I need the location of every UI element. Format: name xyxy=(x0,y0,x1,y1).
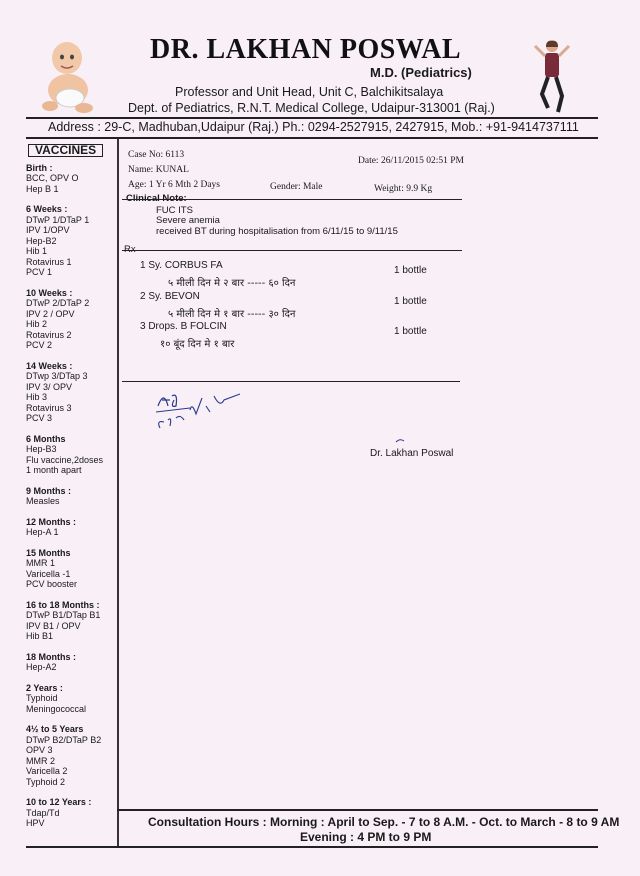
clinical-note-line-2: Severe anemia xyxy=(156,215,220,226)
vaccine-group xyxy=(26,652,116,673)
vaccine-item: Hep-A2 xyxy=(26,662,57,672)
doctor-degree: M.D. (Pediatrics) xyxy=(370,65,472,80)
vaccine-item: Varicella 2 xyxy=(26,766,68,776)
patient-weight: Weight: 9.9 Kg xyxy=(374,184,433,194)
vaccine-item: Rotavirus 1 xyxy=(26,256,72,267)
doctor-signature: Dr. Lakhan Poswal xyxy=(370,448,454,459)
vaccine-group xyxy=(26,163,116,195)
header-divider-bottom xyxy=(26,137,598,139)
vaccine-item: BCC, OPV O xyxy=(26,173,79,183)
rx-item-2-dose: ५ मीली दिन मे १ बार ----- ३० दिन xyxy=(168,309,296,320)
address-line: Address : 29-C, Madhuban,Udaipur (Raj.) Ph.: 0294-2527915, 2427915, Mob.: +91-9414737111 xyxy=(48,120,579,134)
rx-item-3-qty: 1 bottle xyxy=(394,326,427,337)
rx-end-divider xyxy=(122,381,460,382)
vaccine-item: 1 month apart xyxy=(26,465,82,475)
vaccine-item: Hib 3 xyxy=(26,392,48,402)
clinical-note-line-1: FUC ITS xyxy=(156,205,193,216)
vaccine-item: Rotavirus 3 xyxy=(26,402,72,413)
vaccine-group xyxy=(26,517,116,538)
vaccine-group xyxy=(26,486,116,507)
doctor-name: DR. LAKHAN POSWAL xyxy=(150,34,462,65)
vaccine-item: Hib 2 xyxy=(26,319,48,329)
vaccine-item: DTwP B2/DTaP B2 xyxy=(26,734,102,745)
baby-illustration xyxy=(40,40,96,116)
vaccine-group-heading: 9 Months : xyxy=(26,485,71,496)
vaccine-group xyxy=(26,600,116,642)
vaccine-item: Typhoid xyxy=(26,693,58,703)
vaccine-item: Varicella -1 xyxy=(26,568,71,579)
handwritten-annotation xyxy=(150,384,250,434)
vaccine-group-heading: 14 Weeks : xyxy=(26,360,73,371)
vaccine-group-heading: 6 Months xyxy=(26,433,66,444)
signature-mark xyxy=(394,436,410,446)
clinical-note-line-3: received BT during hospitalisation from 6/11/15 to 9/11/15 xyxy=(156,226,398,237)
vaccine-item: DTwp 3/DTap 3 xyxy=(26,371,88,381)
rx-item-1-dose: ५ मीली दिन मे २ बार ----- ६० दिन xyxy=(168,278,296,289)
vaccine-group-heading: 6 Weeks : xyxy=(26,204,68,214)
vaccine-item: Tdap/Td xyxy=(26,807,60,818)
vaccine-item: DTwP 2/DTaP 2 xyxy=(26,298,90,308)
vaccine-group-heading: Birth : xyxy=(26,162,53,173)
rx-item-3-dose: १० बूंद दिन मे १ बार xyxy=(160,339,235,350)
vaccine-group xyxy=(26,797,116,829)
vaccine-item: Meningococcal xyxy=(26,703,87,714)
vaccine-item: PCV 1 xyxy=(26,267,53,277)
vaccine-item: IPV B1 / OPV xyxy=(26,620,81,631)
patient-name: Name: KUNAL xyxy=(128,165,189,175)
consultation-hours: Consultation Hours : Morning : April to Sep. - 7 to 8 A.M. - Oct. to March - 8 to 9 AM xyxy=(148,815,620,829)
vaccine-item: Hep-B3 xyxy=(26,444,57,454)
sidebar-divider xyxy=(117,139,119,847)
vaccine-group-heading: 16 to 18 Months : xyxy=(26,599,100,610)
vaccine-item: DTwP 1/DTaP 1 xyxy=(26,214,90,225)
vaccine-group-heading: 10 to 12 Years : xyxy=(26,797,92,807)
vaccine-group-heading: 10 Weeks : xyxy=(26,287,73,298)
case-number: Case No: 6113 xyxy=(128,150,185,160)
rx-item-1-name: 1 Sy. CORBUS FA xyxy=(140,260,223,271)
vaccine-item: HPV xyxy=(26,818,45,828)
vaccine-item: OPV 3 xyxy=(26,745,53,755)
rx-item-3-name: 3 Drops. B FOLCIN xyxy=(140,321,227,332)
vaccine-group xyxy=(26,724,116,787)
vaccine-group-heading: 12 Months : xyxy=(26,516,77,527)
vaccine-item: DTwP B1/DTap B1 xyxy=(26,610,101,620)
rx-item-2-qty: 1 bottle xyxy=(394,296,427,307)
evening-hours: Evening : 4 PM to 9 PM xyxy=(300,830,432,844)
vaccine-item: IPV 3/ OPV xyxy=(26,381,73,392)
vaccine-group xyxy=(26,204,116,278)
jumping-child-illustration xyxy=(532,38,572,116)
header-divider-top xyxy=(26,117,598,119)
rx-divider xyxy=(122,250,462,251)
vaccine-group xyxy=(26,288,116,351)
vaccine-group-heading: 2 Years : xyxy=(26,682,63,693)
vaccine-item: Hep-A 1 xyxy=(26,527,59,537)
vaccine-item: PCV 3 xyxy=(26,413,53,423)
clinical-divider xyxy=(122,199,462,200)
vaccine-group xyxy=(26,434,116,476)
vaccine-item: Flu vaccine,2doses xyxy=(26,454,104,465)
footer-divider-top xyxy=(117,809,598,811)
visit-date: Date: 26/11/2015 02:51 PM xyxy=(358,156,464,166)
footer-divider-bottom xyxy=(26,846,598,848)
doctor-title: Professor and Unit Head, Unit C, Balchikitsalaya xyxy=(175,85,444,99)
vaccine-item: Hib 1 xyxy=(26,246,48,256)
vaccine-schedule xyxy=(26,144,116,839)
vaccine-item: Hib B1 xyxy=(26,631,54,641)
patient-gender: Gender: Male xyxy=(270,182,323,192)
vaccine-item: Typhoid 2 xyxy=(26,776,66,787)
vaccine-item: IPV 1/OPV xyxy=(26,225,70,235)
vaccine-group-heading: 15 Months xyxy=(26,547,71,558)
vaccine-item: MMR 2 xyxy=(26,755,55,766)
vaccine-item: PCV 2 xyxy=(26,340,53,350)
vaccine-item: PCV booster xyxy=(26,579,78,589)
vaccine-group-heading: 18 Months : xyxy=(26,651,77,662)
vaccine-group xyxy=(26,683,116,715)
vaccine-item: Measles xyxy=(26,496,60,506)
vaccine-groups xyxy=(26,163,116,829)
rx-item-1-qty: 1 bottle xyxy=(394,265,427,276)
vaccine-item: IPV 2 / OPV xyxy=(26,308,75,319)
vaccine-group-heading: 4½ to 5 Years xyxy=(26,724,84,734)
vaccine-item: Hep-B2 xyxy=(26,235,57,246)
vaccine-group xyxy=(26,548,116,590)
vaccine-item: Hep B 1 xyxy=(26,183,59,194)
patient-age: Age: 1 Yr 6 Mth 2 Days xyxy=(128,180,220,190)
vaccine-item: MMR 1 xyxy=(26,558,55,568)
rx-item-2-name: 2 Sy. BEVON xyxy=(140,291,200,302)
vaccine-item: Rotavirus 2 xyxy=(26,329,72,340)
department-line: Dept. of Pediatrics, R.N.T. Medical College, Udaipur-313001 (Raj.) xyxy=(128,101,495,115)
vaccine-group xyxy=(26,361,116,424)
vaccines-title: VACCINES xyxy=(28,144,103,157)
